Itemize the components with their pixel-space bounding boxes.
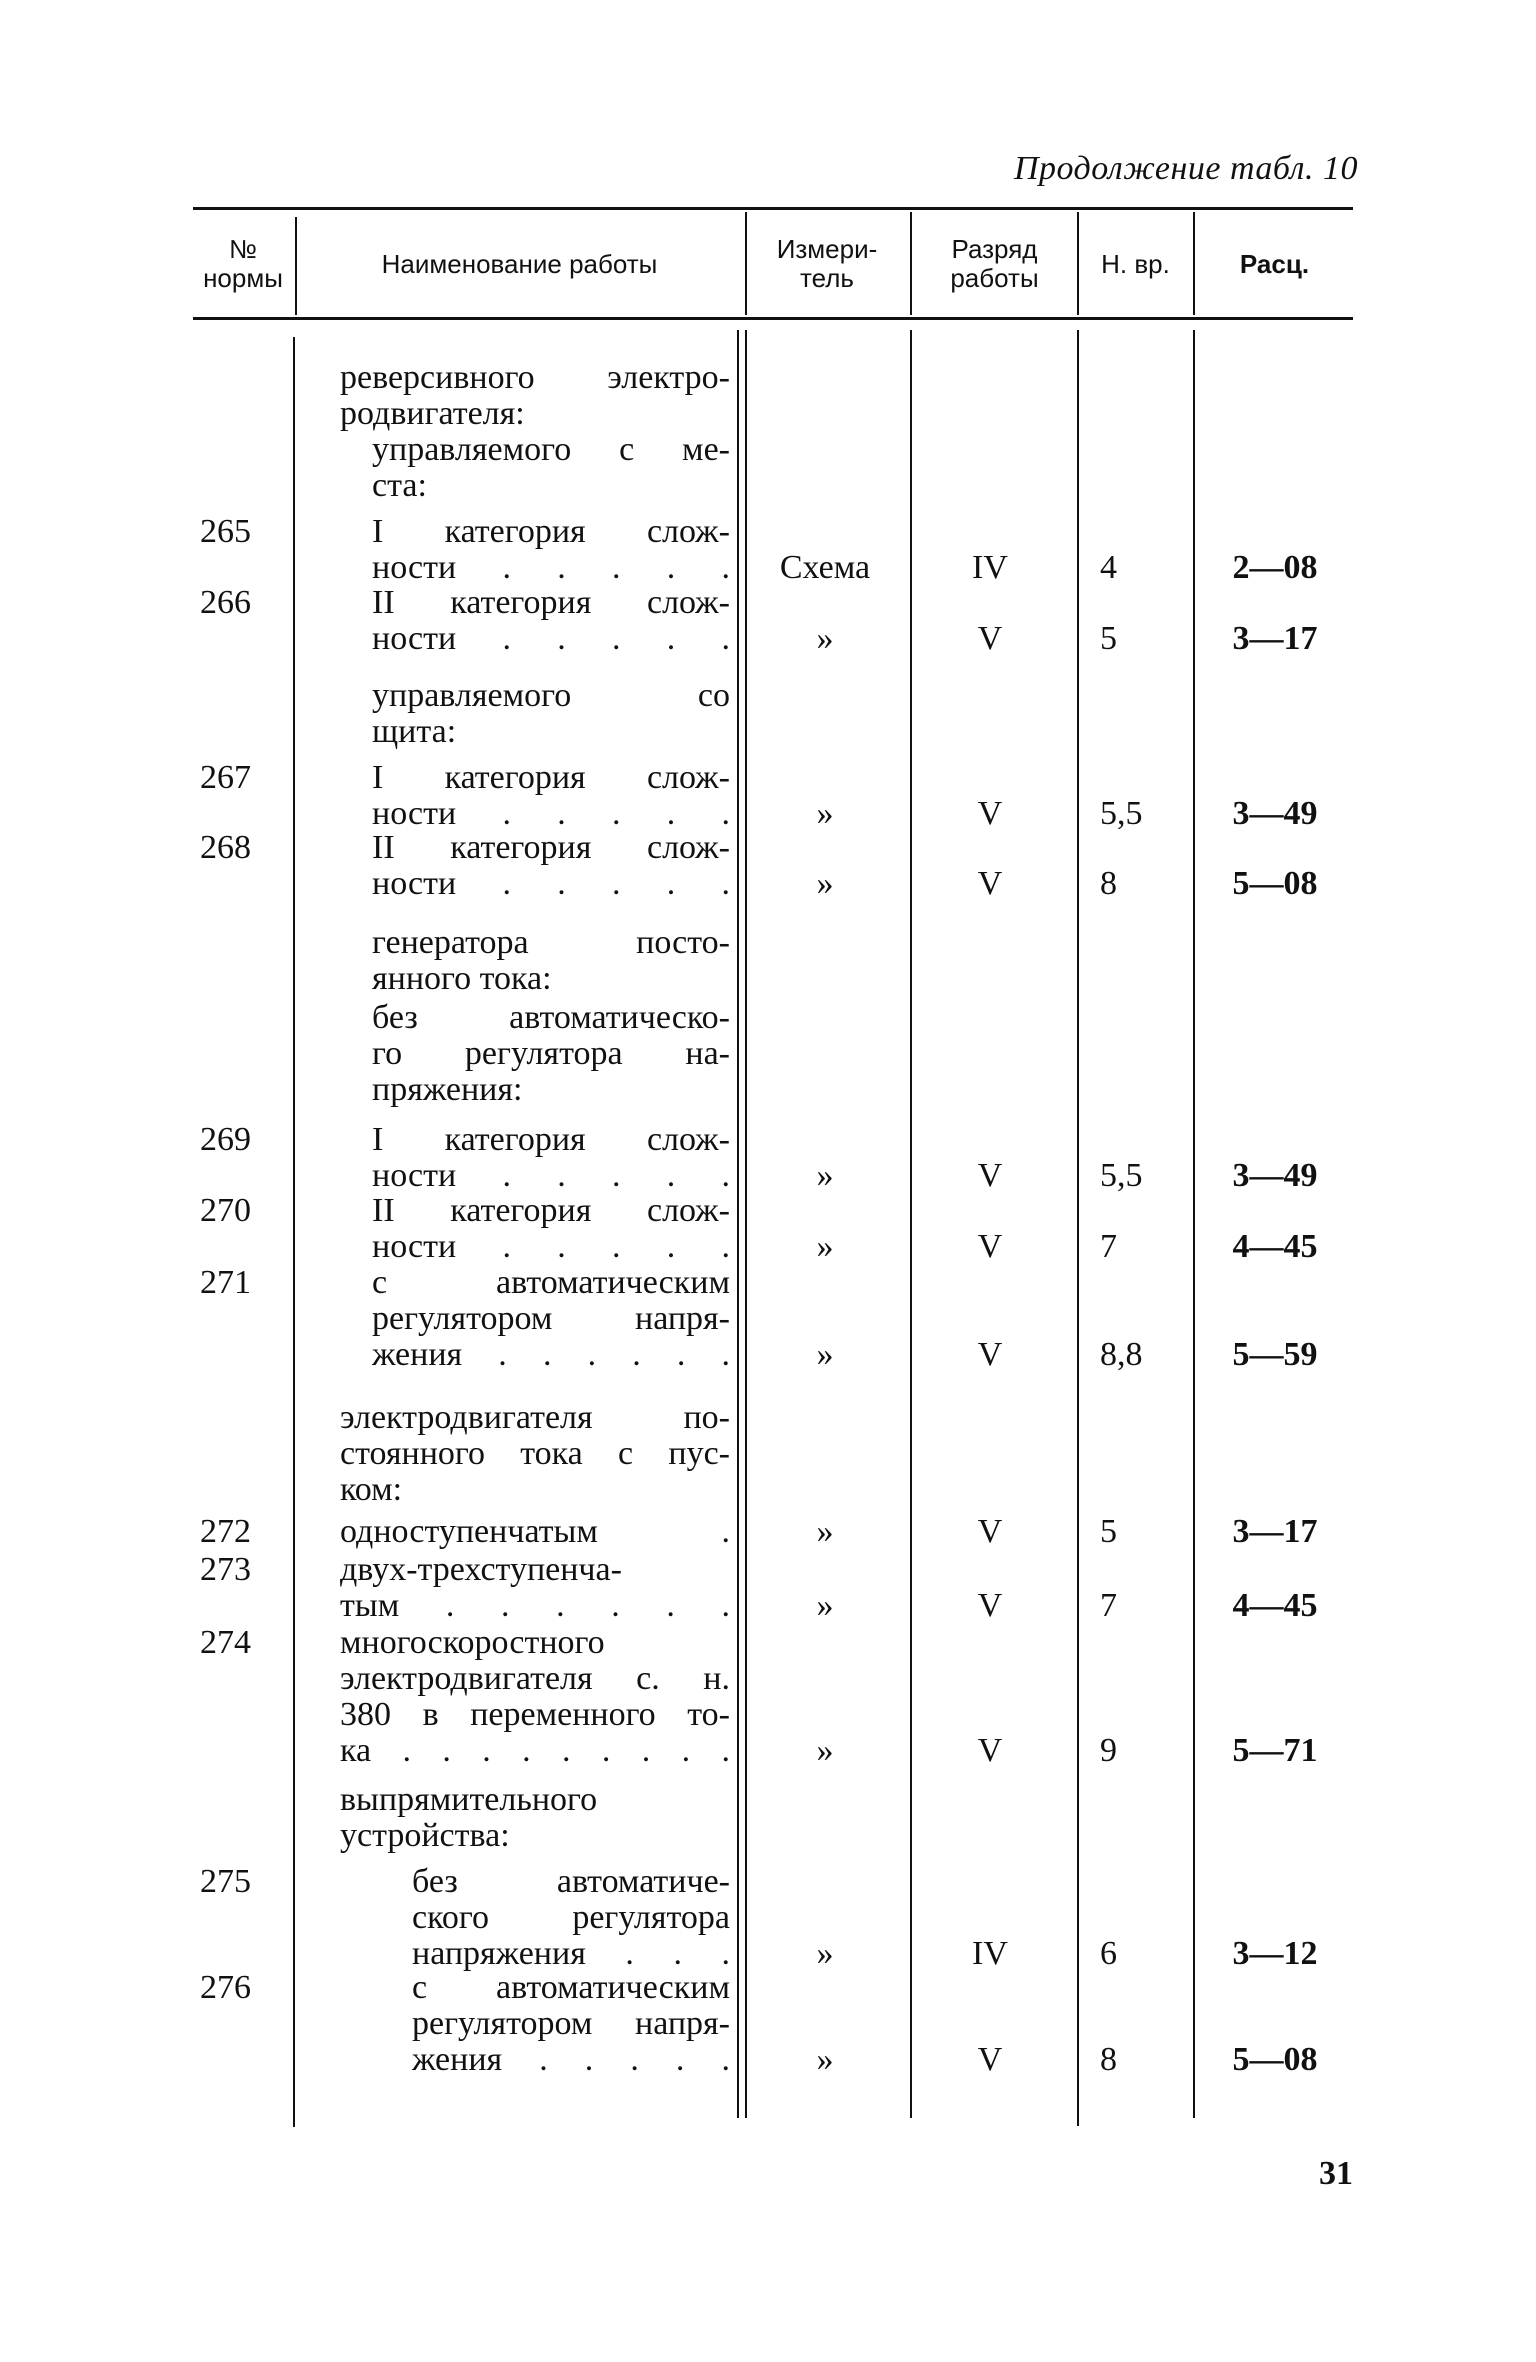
measure-unit: » — [816, 1228, 834, 1265]
measure-unit: » — [816, 1157, 834, 1194]
header-num: № нормы — [203, 234, 283, 293]
rate-value: 5—08 — [1232, 865, 1318, 902]
measure-unit: » — [816, 1732, 834, 1769]
work-name-line: ского регулятора — [412, 1899, 730, 1936]
work-name-line: ности . . . . . — [372, 1157, 730, 1194]
work-name-line: жения . . . . . — [412, 2041, 730, 2078]
header-divider — [1077, 212, 1079, 315]
work-name — [340, 1193, 730, 1265]
header-name: Наименование работы — [381, 248, 658, 279]
work-name-line: I категория слож- — [372, 759, 730, 796]
work-name-line: ности . . . . . — [372, 549, 730, 586]
rate-value: 3—49 — [1232, 1157, 1318, 1194]
time-norm: 5,5 — [1100, 1157, 1143, 1194]
work-name-line: напряжения . . . — [412, 1935, 730, 1972]
time-norm: 8 — [1100, 865, 1117, 902]
header-measure: Измери- тель — [776, 234, 878, 293]
measure-unit: » — [816, 620, 834, 657]
work-name-line: генератора посто- — [372, 924, 730, 961]
time-norm: 8 — [1100, 2041, 1117, 2078]
measure-unit: » — [816, 795, 834, 832]
work-name — [340, 1782, 730, 1854]
norm-number: 271 — [200, 1264, 251, 1301]
table-top-rule — [193, 207, 1353, 210]
work-name — [340, 1514, 730, 1550]
column-divider — [737, 330, 739, 2118]
work-name-line: электродвигателя с. н. — [340, 1660, 730, 1697]
work-name-line: пряжения: — [372, 1071, 523, 1108]
header-grade: Разряд работы — [950, 234, 1039, 293]
work-name-line: ности . . . . . — [372, 620, 730, 657]
work-name-line: ности . . . . . — [372, 1228, 730, 1265]
work-name — [340, 432, 730, 504]
norm-number: 276 — [200, 1969, 251, 2006]
work-name-line: 380 в переменного то- — [340, 1696, 730, 1733]
work-name-line: ком: — [340, 1471, 403, 1508]
rate-value: 2—08 — [1232, 549, 1318, 586]
rate-value: 5—59 — [1232, 1336, 1318, 1373]
header-rate: Расц. — [1239, 248, 1310, 279]
time-norm: 9 — [1100, 1732, 1117, 1769]
work-grade: V — [977, 1228, 1003, 1265]
work-name-line: стоянного тока с пус- — [340, 1435, 730, 1472]
work-grade: V — [977, 1157, 1003, 1194]
norm-number: 268 — [200, 829, 251, 866]
column-divider — [1193, 330, 1195, 2118]
work-name-line: электродвигателя по- — [340, 1399, 730, 1436]
header-norm: Н. вр. — [1101, 248, 1170, 279]
work-name — [340, 760, 730, 832]
work-grade: V — [977, 795, 1003, 832]
time-norm: 6 — [1100, 1935, 1117, 1972]
work-name-line: II категория слож- — [372, 1192, 730, 1229]
header-divider — [295, 217, 297, 315]
rate-value: 3—17 — [1232, 1513, 1318, 1550]
rate-value: 3—12 — [1232, 1935, 1318, 1972]
work-name-line: реверсивного электро- — [340, 359, 730, 396]
time-norm: 8,8 — [1100, 1336, 1143, 1373]
norm-number: 266 — [200, 584, 251, 621]
work-name-line: многоскоростного — [340, 1624, 605, 1661]
time-norm: 4 — [1100, 549, 1117, 586]
work-name — [340, 1552, 730, 1624]
work-name — [340, 1000, 730, 1108]
work-name-line: II категория слож- — [372, 829, 730, 866]
work-name — [340, 1122, 730, 1194]
rate-value: 5—71 — [1232, 1732, 1318, 1769]
work-grade: V — [977, 865, 1003, 902]
work-name-line: II категория слож- — [372, 584, 730, 621]
header-divider — [1193, 212, 1195, 315]
rate-value: 4—45 — [1232, 1587, 1318, 1624]
header-bottom-rule — [193, 317, 1353, 320]
time-norm: 5 — [1100, 620, 1117, 657]
work-name-line: тым . . . . . . — [340, 1587, 730, 1624]
rate-value: 5—08 — [1232, 2041, 1318, 2078]
norm-number: 270 — [200, 1192, 251, 1229]
norm-number: 273 — [200, 1551, 251, 1588]
work-name — [340, 678, 730, 750]
work-name-line: I категория слож- — [372, 1121, 730, 1158]
work-name-line: щита: — [372, 713, 457, 750]
norm-number: 272 — [200, 1513, 251, 1550]
work-grade: V — [977, 2041, 1003, 2078]
measure-unit: Схема — [779, 549, 871, 586]
work-name — [340, 514, 730, 586]
work-name-line: с автоматическим — [412, 1969, 730, 2006]
work-grade: IV — [972, 549, 1008, 586]
work-name-line: устройства: — [340, 1817, 510, 1854]
work-grade: V — [977, 1336, 1003, 1373]
work-name-line: двух-трехступенча- — [340, 1551, 622, 1588]
column-divider — [293, 337, 295, 2127]
page-number: 31 — [1319, 2155, 1353, 2192]
work-name-line: одноступенчатым . — [340, 1513, 730, 1550]
work-name-line: регулятором напря- — [412, 2005, 730, 2042]
work-name-line: управляемого со — [372, 677, 730, 714]
work-name-line: без автоматическо- — [372, 999, 730, 1036]
measure-unit: » — [816, 865, 834, 902]
work-grade: V — [977, 1732, 1003, 1769]
work-name-line: родвигателя: — [340, 395, 525, 432]
work-name-line: с автоматическим — [372, 1264, 730, 1301]
column-divider — [1077, 330, 1079, 2126]
work-name — [340, 1400, 730, 1508]
continuation-label: Продолжение табл. 10 — [1013, 150, 1358, 187]
rate-value: 3—17 — [1232, 620, 1318, 657]
work-name — [340, 1265, 730, 1373]
time-norm: 7 — [1100, 1587, 1117, 1624]
work-name-line: жения . . . . . . — [372, 1336, 730, 1373]
header-divider — [910, 212, 912, 315]
work-name — [340, 1625, 730, 1769]
work-grade: V — [977, 620, 1003, 657]
norm-number: 274 — [200, 1624, 251, 1661]
work-grade: V — [977, 1513, 1003, 1550]
work-name-line: I категория слож- — [372, 513, 730, 550]
column-divider — [910, 330, 912, 2118]
norm-number: 269 — [200, 1121, 251, 1158]
work-name-line: ности . . . . . — [372, 795, 730, 832]
work-name-line: го регулятора на- — [372, 1035, 730, 1072]
measure-unit: » — [816, 1336, 834, 1373]
work-grade: IV — [972, 1935, 1008, 1972]
norm-number: 265 — [200, 513, 251, 550]
measure-unit: » — [816, 1513, 834, 1550]
norm-number: 275 — [200, 1863, 251, 1900]
work-name-line: ка . . . . . . . . . — [340, 1732, 730, 1769]
work-name-line: янного тока: — [372, 960, 552, 997]
work-name — [340, 1970, 730, 2078]
work-name — [340, 585, 730, 657]
measure-unit: » — [816, 1935, 834, 1972]
measure-unit: » — [816, 2041, 834, 2078]
work-name-line: без автоматиче- — [412, 1863, 730, 1900]
work-name-line: ста: — [372, 467, 427, 504]
measure-unit: » — [816, 1587, 834, 1624]
header-divider — [745, 212, 747, 315]
rate-value: 4—45 — [1232, 1228, 1318, 1265]
work-name — [340, 360, 730, 432]
column-divider — [745, 330, 747, 2118]
work-name-line: ности . . . . . — [372, 865, 730, 902]
work-name-line: регулятором напря- — [372, 1300, 730, 1337]
time-norm: 5,5 — [1100, 795, 1143, 832]
work-name — [340, 925, 730, 997]
time-norm: 7 — [1100, 1228, 1117, 1265]
work-name-line: выпрямительного — [340, 1781, 598, 1818]
work-name-line: управляемого с ме- — [372, 431, 730, 468]
time-norm: 5 — [1100, 1513, 1117, 1550]
work-name — [340, 1864, 730, 1972]
work-name — [340, 830, 730, 902]
rate-value: 3—49 — [1232, 795, 1318, 832]
work-grade: V — [977, 1587, 1003, 1624]
norm-number: 267 — [200, 759, 251, 796]
